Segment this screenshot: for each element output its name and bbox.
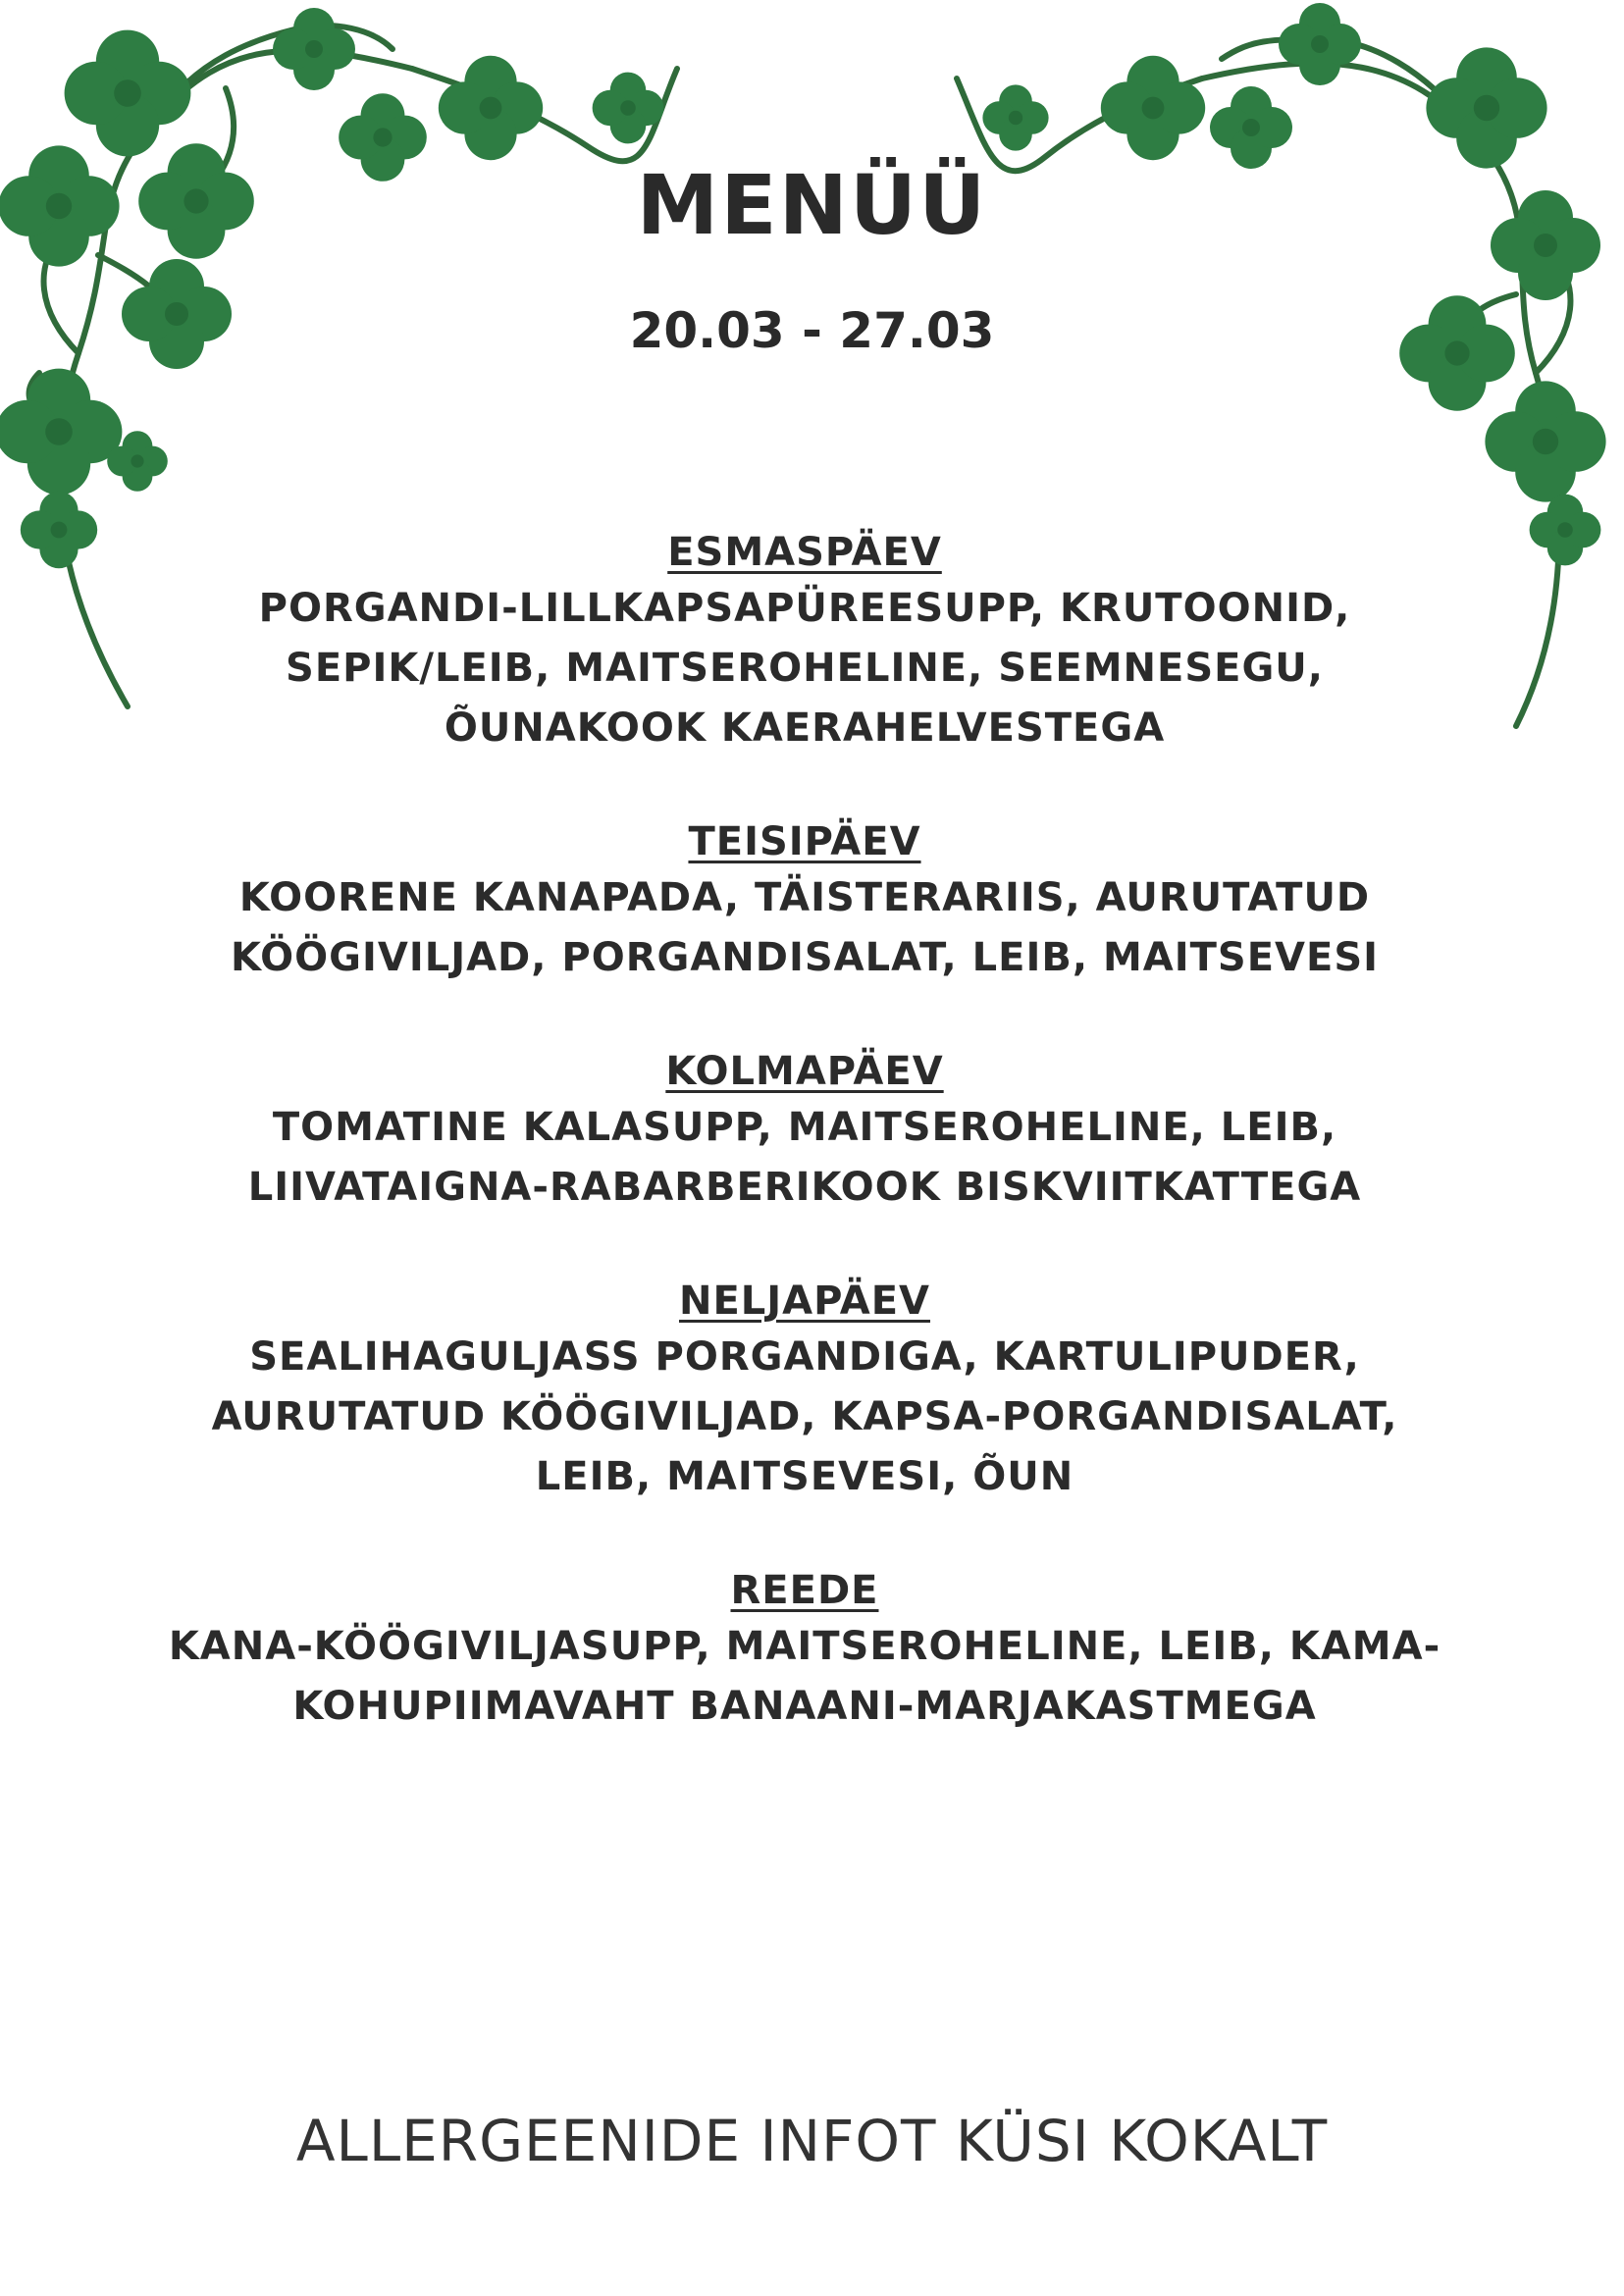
menu-title: MENÜÜ: [636, 157, 988, 253]
date-range: 20.03 - 27.03: [629, 302, 995, 359]
weekly-menu: [157, 530, 1452, 1798]
day-heading: ESMASPÄEV: [667, 530, 942, 575]
day-dishes: KOORENE KANAPADA, TÄISTERARIIS, AURUTATUD KÖÖGIVILJAD, PORGANDISALAT, LEIB, MAITSEVESI: [230, 875, 1380, 980]
day-thursday: [157, 1278, 1452, 1507]
day-heading: TEISIPÄEV: [688, 819, 921, 864]
day-heading: REEDE: [730, 1568, 879, 1613]
day-dishes: PORGANDI-LILLKAPSAPÜREESUPP, KRUTOONID, SEPIK/LEIB, MAITSEROHELINE, SEEMNESEGU, ÕUNAKOOK KAERAHELVESTEGA: [258, 586, 1351, 751]
day-wednesday: [157, 1049, 1452, 1218]
day-dishes: SEALIHAGULJASS PORGANDIGA, KARTULIPUDER, AURUTATUD KÖÖGIVILJAD, KAPSA-PORGANDISALAT, LEIB, MAITSEVESI, ÕUN: [211, 1334, 1398, 1499]
day-heading: KOLMAPÄEV: [665, 1049, 944, 1094]
day-dishes: TOMATINE KALASUPP, MAITSEROHELINE, LEIB, LIIVATAIGNA-RABARBERIKOOK BISKVIITKATTEGA: [247, 1105, 1362, 1210]
day-friday: [157, 1568, 1452, 1737]
day-dishes: KANA-KÖÖGIVILJASUPP, MAITSEROHELINE, LEIB, KAMA- KOHUPIIMAVAHT BANAANI-MARJAKASTMEGA: [168, 1624, 1441, 1729]
day-tuesday: [157, 819, 1452, 988]
day-heading: NELJAPÄEV: [678, 1278, 930, 1324]
allergen-note: ALLERGEENIDE INFOT KÜSI KOKALT: [295, 2108, 1329, 2174]
day-monday: [157, 530, 1452, 758]
